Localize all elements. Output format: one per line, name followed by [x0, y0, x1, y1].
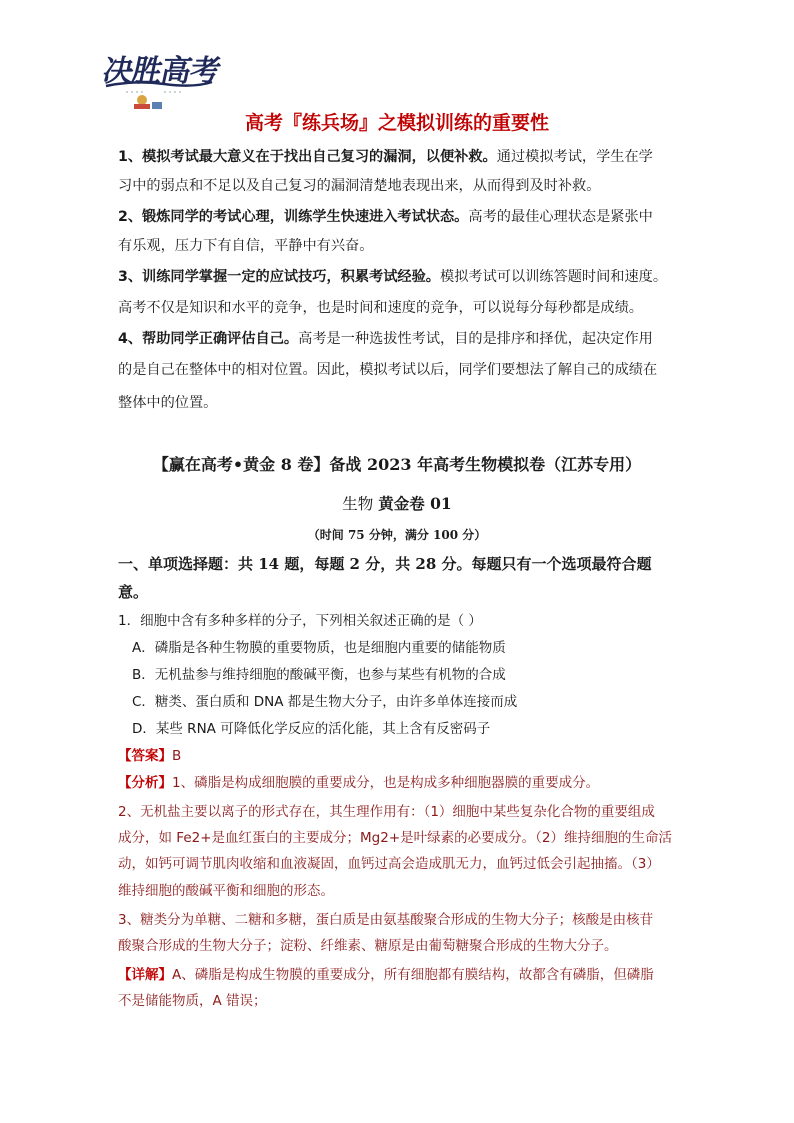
- logo-text: 决胜高考: [99, 54, 223, 89]
- logo-seal: [104, 78, 214, 112]
- intro-p4-bold: 4、帮助同学正确评估自己。: [118, 331, 299, 347]
- intro-p3-line2: 高考不仅是知识和水平的竞争，也是时间和速度的竞争，可以说每分每秒都是成绩。: [118, 300, 643, 316]
- option-c: C．糖类、蛋白质和 DNA 都是生物大分子，由许多单体连接而成: [132, 694, 518, 710]
- analysis-line3: 成分，如 Fe2+是血红蛋白的主要成分；Mg2+是叶绿素的必要成分。（2）维持细胞的生命活: [118, 830, 672, 846]
- answer-tag: 【答案】: [118, 748, 172, 764]
- exam-paper: 黄金卷 01: [378, 494, 452, 513]
- intro-p2: [118, 208, 684, 226]
- analysis-tag: 【分析】: [118, 775, 172, 791]
- exam-heading: 【赢在高考•黄金 8 卷】备战 2023 年高考生物模拟卷（江苏专用）: [152, 455, 642, 474]
- intro-p1-bold: 1、模拟考试最大意义在于找出自己复习的漏洞，以便补救。: [118, 149, 497, 165]
- detail-line2: 不是储能物质，A 错误；: [118, 993, 267, 1009]
- intro-p4-line3: 整体中的位置。: [118, 395, 218, 411]
- section-heading-line1: 一、单项选择题：共 14 题，每题 2 分，共 28 分。每题只有一个选项最符合题: [118, 555, 652, 573]
- analysis-line7: 酸聚合形成的生物大分子；淀粉、纤维素、糖原是由葡萄糖聚合形成的生物大分子。: [118, 938, 618, 954]
- intro-p1-rest: 通过模拟考试，学生在学: [496, 149, 653, 165]
- option-b: B．无机盐参与维持细胞的酸碱平衡，也参与某些有机物的合成: [132, 667, 506, 683]
- detail-line1: [118, 963, 654, 983]
- analysis-line5: 维持细胞的酸碱平衡和细胞的形态。: [118, 883, 334, 899]
- intro-p2-bold: 2、锻炼同学的考试心理，训练学生快速进入考试状态。: [118, 209, 469, 225]
- exam-subject: 生物: [342, 495, 374, 513]
- intro-p3: [118, 268, 684, 286]
- intro-p4-line2: 的是自己在整体中的相对位置。因此，模拟考试以后，同学们要想法了解自己的成绩在: [118, 362, 658, 378]
- question-1: 1．细胞中含有多种多样的分子，下列相关叙述正确的是（ ）: [118, 613, 482, 629]
- exam-time-info: （时间 75 分钟，满分 100 分）: [307, 528, 487, 542]
- exam-subtitle: [0, 492, 794, 514]
- intro-p4-rest: 高考是一种选拔性考试，目的是排序和择优，起决定作用: [298, 331, 653, 347]
- intro-p1-line2: 习中的弱点和不足以及自己复习的漏洞清楚地表现出来，从而得到及时补救。: [118, 178, 601, 194]
- option-d: D．某些 RNA 可降低化学反应的活化能，其上含有反密码子: [132, 721, 491, 737]
- analysis-line4: 动，如钙可调节肌肉收缩和血液凝固，血钙过高会造成肌无力，血钙过低会引起抽搐。（3）: [118, 856, 660, 872]
- intro-title: 高考『练兵场』之模拟训练的重要性: [244, 112, 549, 134]
- intro-p4: [118, 330, 684, 348]
- intro-p2-line2: 有乐观，压力下有自信，平静中有兴奋。: [118, 238, 374, 254]
- analysis-line2: 2、无机盐主要以离子的形式存在，其生理作用有：（1）细胞中某些复杂化合物的重要组成: [118, 804, 655, 820]
- section-heading-line2: 意。: [118, 583, 149, 601]
- intro-p2-rest: 高考的最佳心理状态是紧张中: [468, 209, 653, 225]
- logo: [99, 42, 224, 108]
- analysis-line6: 3、糖类分为单糖、二糖和多糖，蛋白质是由氨基酸聚合形成的生物大分子；核酸是由核苷: [118, 912, 654, 928]
- intro-p3-bold: 3、训练同学掌握一定的应试技巧，积累考试经验。: [118, 269, 440, 285]
- intro-p1: [118, 148, 684, 166]
- answer-value: B: [172, 748, 182, 764]
- analysis-text-1: 1、磷脂是构成细胞膜的重要成分，也是构成多种细胞器膜的重要成分。: [172, 775, 600, 791]
- analysis-line1: [118, 771, 599, 791]
- answer: [118, 744, 181, 764]
- intro-p3-rest: 模拟考试可以训练答题时间和速度。: [440, 269, 668, 285]
- detail-tag: 【详解】: [118, 967, 172, 983]
- option-a: A．磷脂是各种生物膜的重要物质，也是细胞内重要的储能物质: [132, 640, 506, 656]
- detail-text-1: A、磷脂是构成生物膜的重要成分，所有细胞都有膜结构，故都含有磷脂，但磷脂: [172, 967, 654, 983]
